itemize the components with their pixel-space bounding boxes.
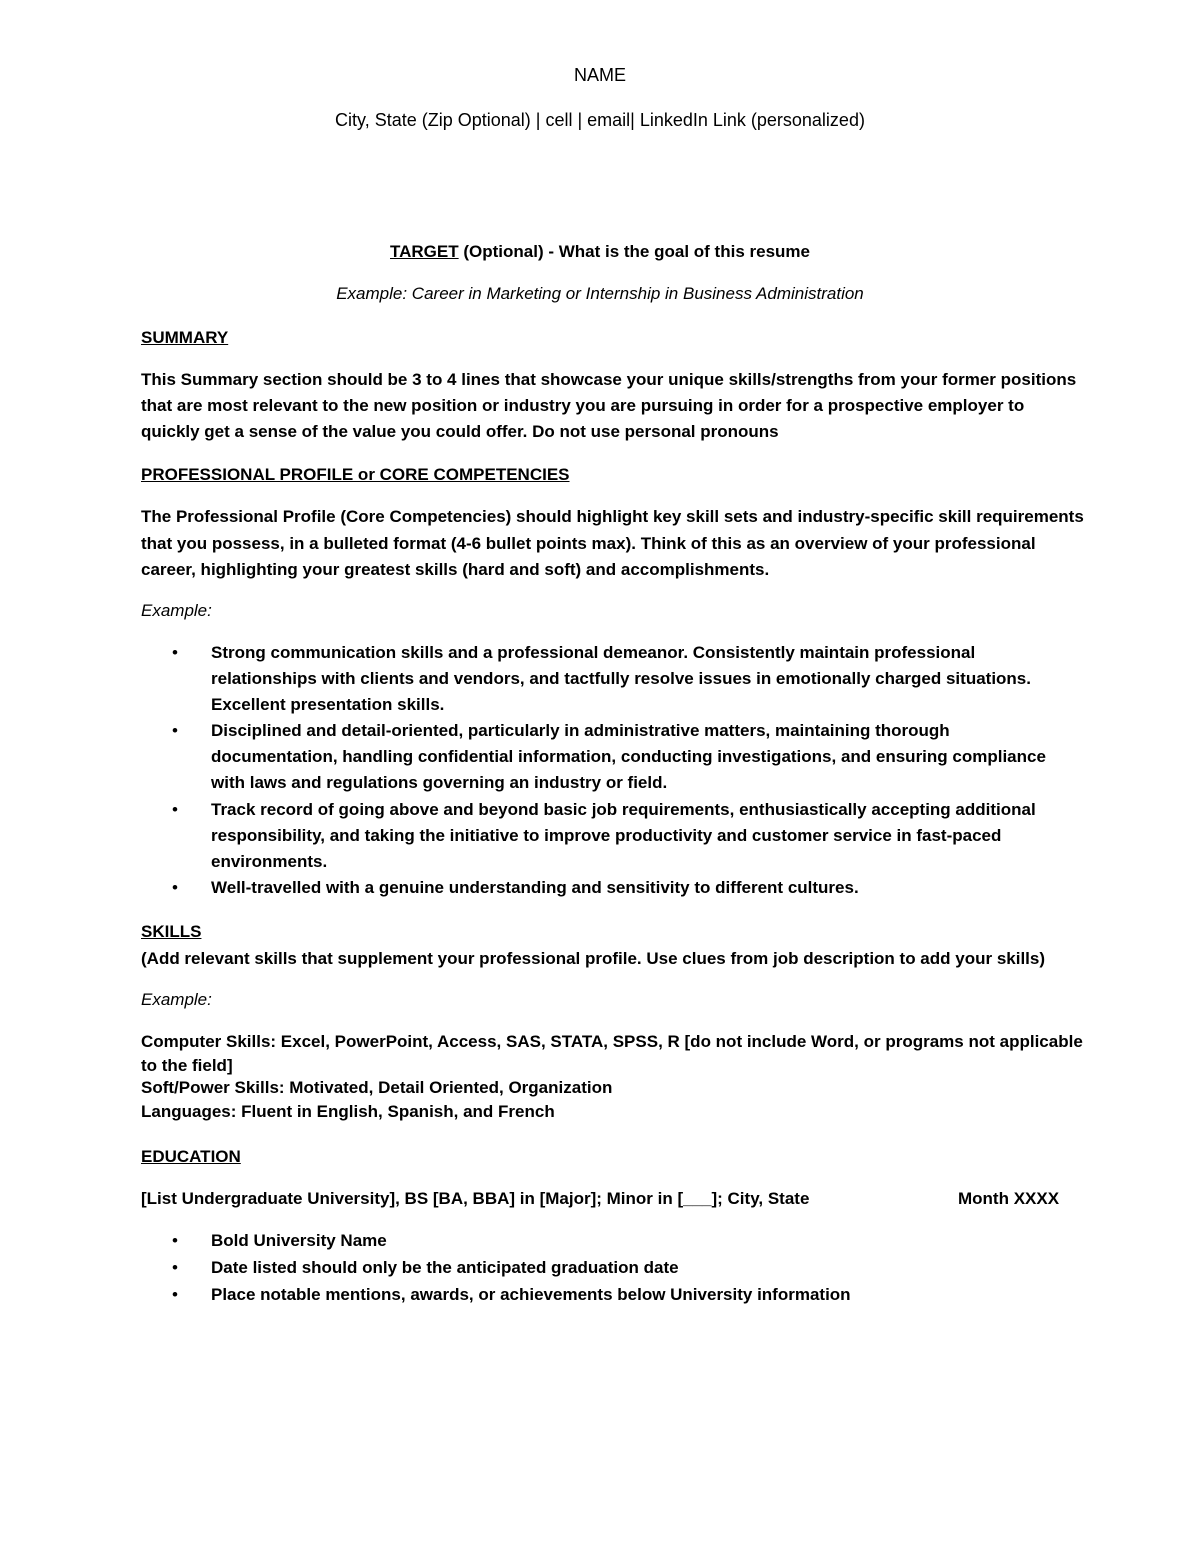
profile-heading: PROFESSIONAL PROFILE or CORE COMPETENCIES — [141, 465, 570, 484]
summary-line: This Summary section should be 3 to 4 lines that showcase your unique skills/strengths from your former positions — [141, 370, 1077, 389]
list-item: environments. — [211, 852, 328, 871]
list-item: documentation, handling confidential information, conducting investigations, and ensuring compliance — [211, 747, 1046, 766]
list-item: Well-travelled with a genuine understanding and sensitivity to different cultures. — [211, 878, 859, 897]
profile-line: career, highlighting your greatest skills (hard and soft) and accomplishments. — [141, 560, 770, 579]
bullet-icon: • — [172, 1231, 178, 1250]
skills-line: to the field] — [141, 1056, 233, 1075]
list-item: relationships with clients and vendors, and tactfully resolve issues in emotionally charged situations. — [211, 669, 1031, 688]
bullet-icon: • — [172, 643, 178, 662]
list-item: Date listed should only be the anticipated graduation date — [211, 1258, 679, 1277]
profile-example-label: Example: — [141, 601, 212, 620]
bullet-icon: • — [172, 1285, 178, 1304]
skills-intro: (Add relevant skills that supplement your professional profile. Use clues from job description to add your skills) — [141, 949, 1046, 968]
list-item: with laws and regulations governing an industry or field. — [211, 773, 668, 792]
list-item: Disciplined and detail-oriented, particularly in administrative matters, maintaining thorough — [211, 721, 950, 740]
target-description: (Optional) - What is the goal of this resume — [458, 242, 810, 261]
skills-example-label: Example: — [141, 990, 212, 1009]
education-entry: [List Undergraduate University], BS [BA, BBA] in [Major]; Minor in [___]; City, State — [141, 1189, 810, 1208]
target-line — [0, 239, 1200, 265]
skills-line: Soft/Power Skills: Motivated, Detail Oriented, Organization — [141, 1078, 613, 1097]
education-heading: EDUCATION — [141, 1147, 241, 1166]
bullet-icon: • — [172, 721, 178, 740]
summary-line: that are most relevant to the new position or industry you are pursuing in order for a prospective employer to — [141, 396, 1025, 415]
target-example: Example: Career in Marketing or Internship in Business Administration — [336, 284, 864, 303]
list-item: Track record of going above and beyond basic job requirements, enthusiastically accepting additional — [211, 800, 1036, 819]
summary-heading: SUMMARY — [141, 328, 229, 347]
list-item: responsibility, and taking the initiative to improve productivity and customer service in fast-paced — [211, 826, 1002, 845]
list-item: Bold University Name — [211, 1231, 387, 1250]
bullet-icon: • — [172, 878, 178, 897]
summary-line: quickly get a sense of the value you could offer. Do not use personal pronouns — [141, 422, 779, 441]
bullet-icon: • — [172, 800, 178, 819]
education-date: Month XXXX — [958, 1189, 1060, 1208]
list-item: Excellent presentation skills. — [211, 695, 445, 714]
skills-line: Computer Skills: Excel, PowerPoint, Access, SAS, STATA, SPSS, R [do not include Word, or programs not applicable — [141, 1032, 1083, 1051]
contact-line: City, State (Zip Optional) | cell | email| LinkedIn Link (personalized) — [335, 110, 865, 130]
profile-line: The Professional Profile (Core Competencies) should highlight key skill sets and industry-specific skill requirements — [141, 507, 1084, 526]
list-item: Place notable mentions, awards, or achievements below University information — [211, 1285, 851, 1304]
bullet-icon: • — [172, 1258, 178, 1277]
profile-line: that you possess, in a bulleted format (4-6 bullet points max). Think of this as an overview of your professional — [141, 534, 1036, 553]
skills-line: Languages: Fluent in English, Spanish, and French — [141, 1102, 555, 1121]
resume-name: NAME — [573, 65, 626, 85]
list-item: Strong communication skills and a professional demeanor. Consistently maintain professional — [211, 643, 976, 662]
skills-heading: SKILLS — [141, 922, 202, 941]
target-label: TARGET — [390, 242, 459, 261]
